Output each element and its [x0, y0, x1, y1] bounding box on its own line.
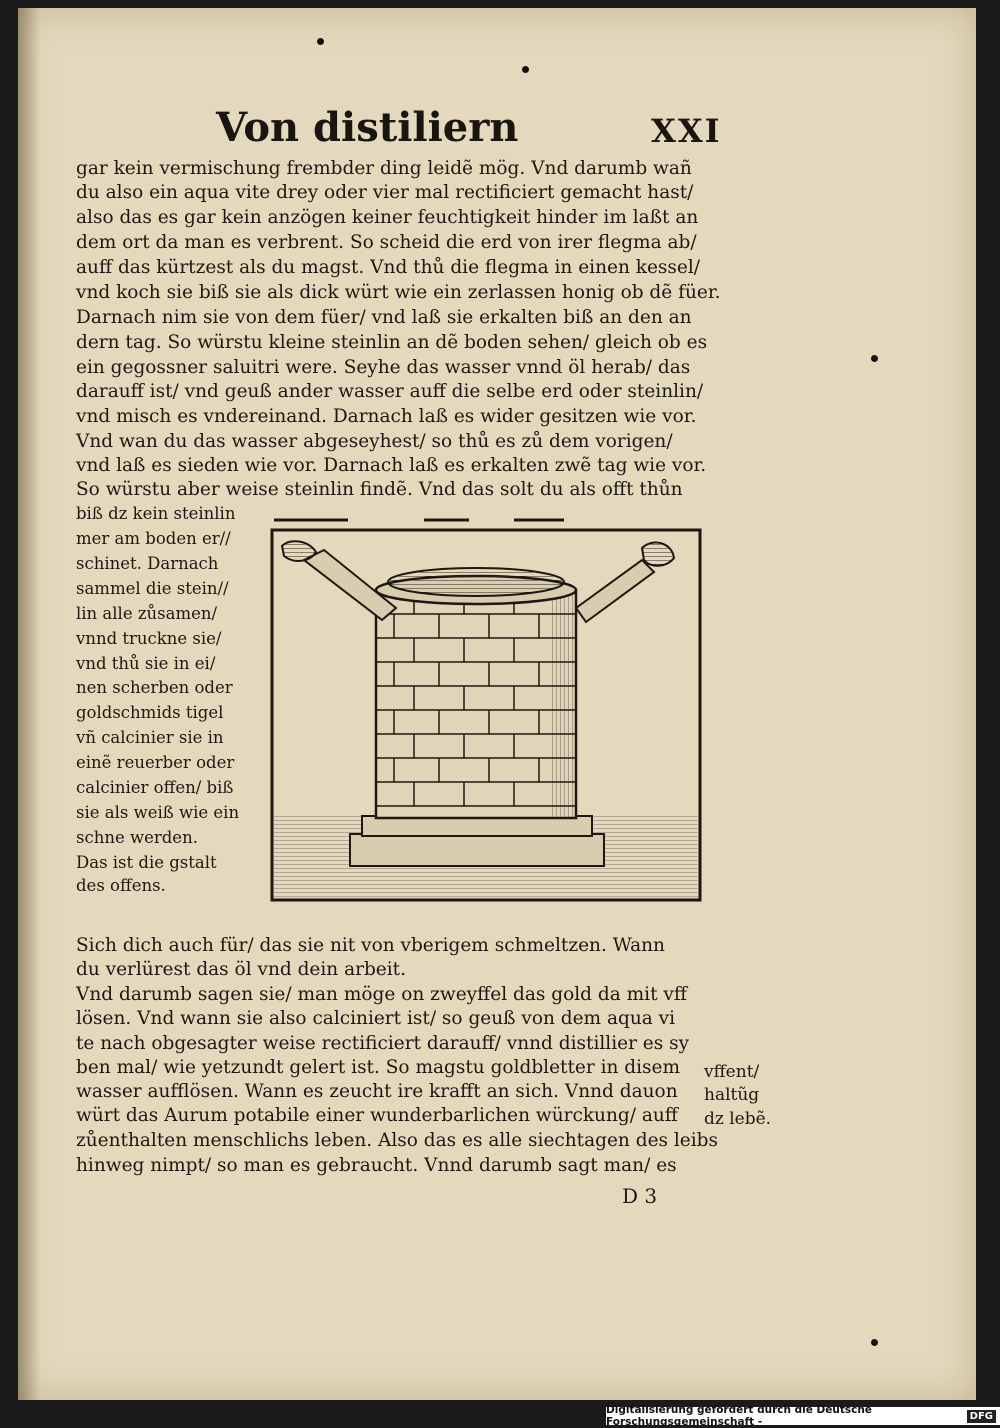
- text-line: Darnach nim sie von dem füer/ vnd laß sie erkalten biß an den an: [76, 307, 692, 328]
- side-text-line: mer am boden er//: [76, 529, 231, 548]
- footer-credit: Digitalisierung gefördert durch die Deutsche Forschungsgemeinschaft -: [606, 1404, 872, 1428]
- marginal-note-line: vffent/: [704, 1062, 760, 1082]
- text-line: te nach obgesagter weise rectificiert darauff/ vnnd distillier es sy: [76, 1033, 690, 1054]
- side-text-line: schne werden.: [76, 828, 198, 847]
- marginal-note-line: haltũg: [704, 1085, 760, 1105]
- ink-dot: [871, 1339, 878, 1346]
- side-text-line: sie als weiß wie ein: [76, 803, 240, 822]
- text-line: würt das Aurum potabile einer wunderbarlichen würckung/ auff: [76, 1105, 678, 1126]
- side-text-line: nen scherben oder: [76, 678, 233, 697]
- side-text-line: biß dz kein steinlin: [76, 504, 236, 523]
- text-line: vnd koch sie biß sie als dick würt wie ein zerlassen honig ob dẽ füer.: [76, 282, 721, 303]
- text-line: du verlürest das öl vnd dein arbeit.: [76, 959, 406, 980]
- ink-dot: [317, 38, 324, 45]
- side-text-line: calcinier offen/ biß: [76, 778, 234, 797]
- ink-dot: [522, 66, 529, 73]
- ink-dot: [871, 355, 878, 362]
- text-line: Vnd wan du das wasser abgeseyhest/ so thů es zů dem vorigen/: [76, 431, 673, 452]
- text-line: gar kein vermischung frembder ding leidẽ mög. Vnd darumb wañ: [76, 158, 692, 179]
- text-line: ben mal/ wie yetzundt gelert ist. So magstu goldbletter in disem: [76, 1057, 681, 1078]
- text-line: du also ein aqua vite drey oder vier mal rectificiert gemacht hast/: [76, 182, 694, 203]
- text-line: dem ort da man es verbrent. So scheid die erd von irer flegma ab/: [76, 232, 697, 253]
- text-line: ein gegossner saluitri were. Seyhe das wasser vnnd öl herab/ das: [76, 357, 691, 378]
- side-text-line: vnnd truckne sie/: [76, 629, 222, 648]
- text-line: vnd laß es sieden wie vor. Darnach laß es erkalten zwẽ tag wie vor.: [76, 455, 707, 476]
- text-line: hinweg nimpt/ so man es gebraucht. Vnnd darumb sagt man/ es: [76, 1155, 677, 1176]
- text-line: also das es gar kein anzögen keiner feuchtigkeit hinder im laßt an: [76, 207, 699, 228]
- side-text-line: sammel die stein//: [76, 579, 229, 598]
- book-page: [18, 8, 976, 1400]
- text-line: auff das kürtzest als du magst. Vnd thů die flegma in einen kessel/: [76, 257, 700, 278]
- text-line: lösen. Vnd wann sie also calciniert ist/ so geuß von dem aqua vi: [76, 1008, 676, 1029]
- side-text-line: vñ calcinier sie in: [76, 728, 224, 747]
- text-line: dern tag. So würstu kleine steinlin an dẽ boden sehen/ gleich ob es: [76, 332, 708, 353]
- signature-mark: D 3: [622, 1184, 658, 1208]
- text-line: So würstu aber weise steinlin findẽ. Vnd das solt du als offt thůn: [76, 479, 683, 500]
- side-text-line: des offens.: [76, 876, 166, 895]
- dfg-logo: DFG: [967, 1410, 996, 1423]
- text-line: wasser aufflösen. Wann es zeucht ire krafft an sich. Vnnd dauon: [76, 1081, 678, 1102]
- text-line: Sich dich auch für/ das sie nit von vberigem schmeltzen. Wann: [76, 935, 665, 956]
- marginal-note-line: dz lebẽ.: [704, 1109, 772, 1129]
- side-text-line: Das ist die gstalt: [76, 853, 217, 872]
- side-text-line: lin alle zůsamen/: [76, 604, 218, 623]
- text-line: vnd misch es vndereinand. Darnach laß es wider gesitzen wie vor.: [76, 406, 697, 427]
- furnace-woodcut-illustration: [264, 516, 710, 902]
- text-line: darauff ist/ vnd geuß ander wasser auff die selbe erd oder steinlin/: [76, 381, 704, 402]
- side-text-line: einẽ reuerber oder: [76, 753, 235, 772]
- footer-bar: [606, 1404, 1000, 1428]
- side-text-line: vnd thů sie in ei/: [76, 654, 216, 673]
- page-title: Von distiliern: [216, 104, 519, 151]
- text-line: Vnd darumb sagen sie/ man möge on zweyffel das gold da mit vff: [76, 984, 687, 1005]
- text-line: zůenthalten menschlichs leben. Also das es alle siechtagen des leibs: [76, 1130, 719, 1151]
- side-text-line: schinet. Darnach: [76, 554, 219, 573]
- folio-number: XXI: [651, 112, 722, 150]
- side-text-line: goldschmids tigel: [76, 703, 224, 722]
